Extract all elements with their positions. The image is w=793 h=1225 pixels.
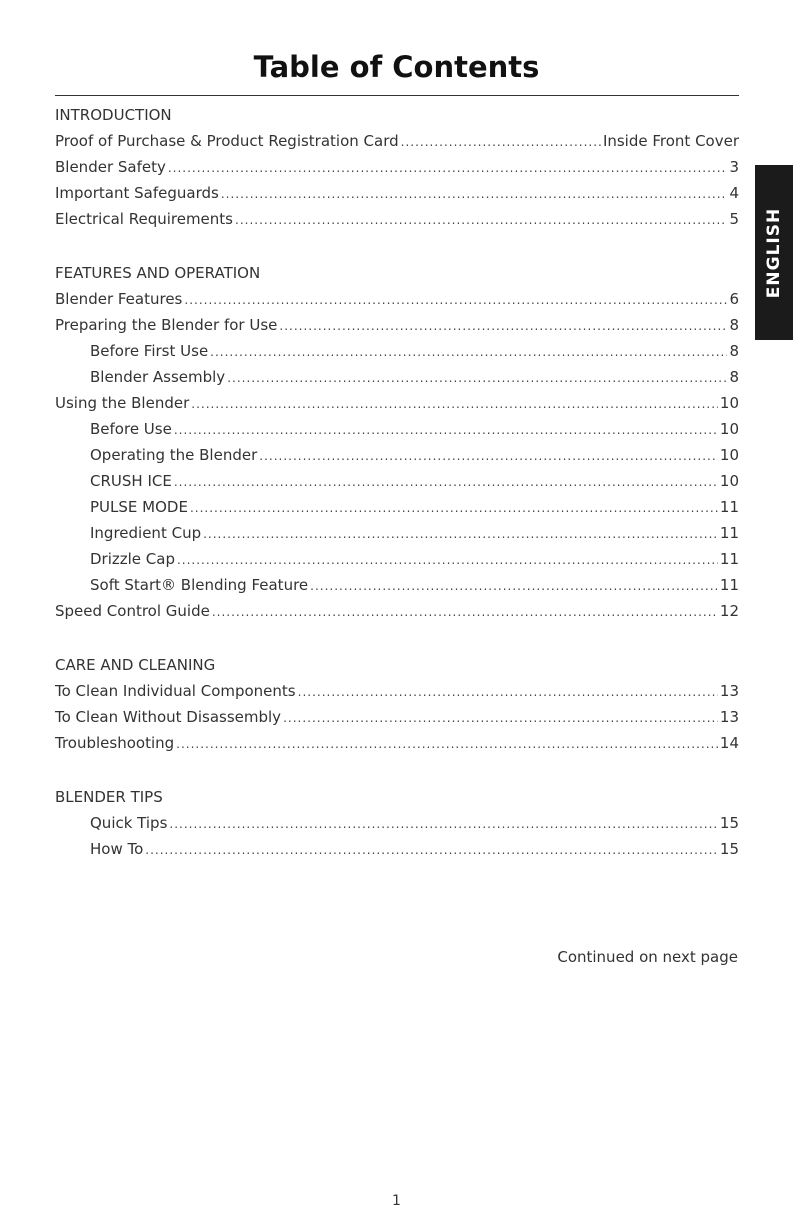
toc-entry [55,286,739,312]
entry-title: To Clean Individual Components [55,682,296,700]
page-title: Table of Contents [253,50,540,84]
dot-leader [221,181,728,207]
dot-leader [190,495,718,521]
entry-title: Operating the Blender [90,446,258,464]
section-heading: FEATURES AND OPERATION [55,264,261,282]
entry-title: Electrical Requirements [55,210,233,228]
dot-leader [176,731,718,757]
entry-title: Quick Tips [90,814,168,832]
section-heading: CARE AND CLEANING [55,656,216,674]
entry-page: 13 [719,708,739,726]
entry-page: 5 [729,210,739,228]
entry-page: 10 [719,394,739,412]
toc-entry [55,810,739,836]
toc-entry [55,836,739,862]
entry-title: Speed Control Guide [55,602,210,620]
entry-page: 14 [719,734,739,752]
dot-leader [145,837,718,863]
toc-entry [55,468,739,494]
toc-entry [55,390,739,416]
toc-entry [55,338,739,364]
entry-page: 11 [719,576,739,594]
entry-title: Troubleshooting [55,734,175,752]
entry-page: 4 [729,184,739,202]
section-heading: INTRODUCTION [55,106,172,124]
language-tab [755,165,793,340]
entry-title: Blender Safety [55,158,166,176]
entry-title: Soft Start® Blending Feature [90,576,309,594]
entry-page: 6 [729,290,739,308]
entry-page: 3 [729,158,739,176]
dot-leader [174,469,718,495]
title-rule [55,95,739,96]
dot-leader [203,521,718,547]
dot-leader [227,365,727,391]
dot-leader [184,287,727,313]
dot-leader [210,339,727,365]
toc-section [55,260,739,624]
toc-entry [55,598,739,624]
section-heading: BLENDER TIPS [55,788,163,806]
toc-entry [55,704,739,730]
entry-title: PULSE MODE [90,498,188,516]
entry-page: 15 [719,840,739,858]
section-gap [55,624,739,652]
language-tab-label: ENGLISH [764,207,784,298]
dot-leader [235,207,727,233]
entry-page: 8 [729,316,739,334]
toc-entry [55,520,739,546]
entry-title: Drizzle Cap [90,550,175,568]
entry-title: Proof of Purchase & Product Registration Card [55,132,399,150]
toc-entry [55,206,739,232]
toc-entry [55,128,739,154]
entry-page: 8 [729,342,739,360]
dot-leader [279,313,727,339]
entry-title: Preparing the Blender for Use [55,316,278,334]
table-of-contents [55,102,739,862]
dot-leader [169,811,718,837]
entry-title: Blender Features [55,290,183,308]
entry-title: Using the Blender [55,394,190,412]
toc-section [55,652,739,756]
toc-entry [55,546,739,572]
entry-page: Inside Front Cover [602,132,739,150]
entry-title: Blender Assembly [90,368,226,386]
entry-page: 10 [719,446,739,464]
entry-title: Before First Use [90,342,209,360]
entry-page: 8 [729,368,739,386]
dot-leader [168,155,728,181]
section-gap [55,756,739,784]
dot-leader [310,573,718,599]
entry-title: CRUSH ICE [90,472,172,490]
entry-page: 13 [719,682,739,700]
entry-page: 12 [719,602,739,620]
toc-entry [55,442,739,468]
entry-title: To Clean Without Disassembly [55,708,282,726]
toc-entry [55,730,739,756]
continued-note: Continued on next page [557,948,738,966]
entry-page: 10 [719,472,739,490]
entry-page: 15 [719,814,739,832]
toc-entry [55,416,739,442]
entry-title: Ingredient Cup [90,524,202,542]
toc-entry [55,364,739,390]
section-gap [55,232,739,260]
dot-leader [212,599,718,625]
toc-section [55,784,739,862]
entry-title: Important Safeguards [55,184,219,202]
dot-leader [191,391,718,417]
dot-leader [401,129,601,155]
page-number: 1 [392,1193,401,1209]
entry-title: Before Use [90,420,172,438]
toc-section [55,102,739,232]
entry-title: How To [90,840,144,858]
toc-entry [55,678,739,704]
toc-entry [55,180,739,206]
dot-leader [283,705,718,731]
entry-page: 11 [719,550,739,568]
entry-page: 11 [719,498,739,516]
dot-leader [177,547,718,573]
dot-leader [259,443,718,469]
entry-page: 10 [719,420,739,438]
toc-entry [55,312,739,338]
dot-leader [298,679,718,705]
dot-leader [174,417,718,443]
toc-entry [55,572,739,598]
toc-entry [55,154,739,180]
entry-page: 11 [719,524,739,542]
toc-entry [55,494,739,520]
